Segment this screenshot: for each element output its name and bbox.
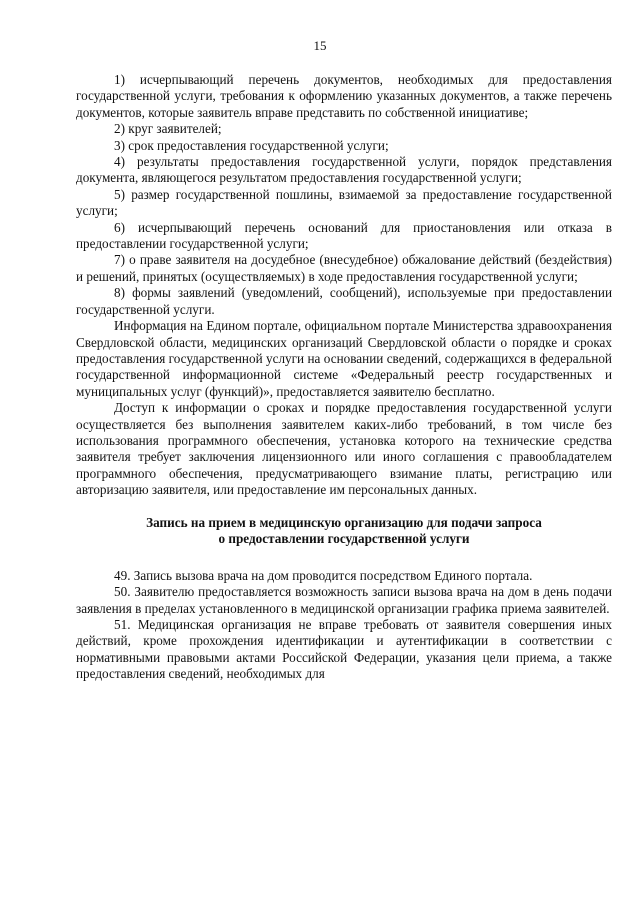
page-number: 15 <box>313 38 327 53</box>
list-item: 2) круг заявителей; <box>114 121 222 137</box>
section-heading-line: Запись на прием в медицинскую организацию для подачи запроса <box>146 514 542 530</box>
list-item: 6) исчерпывающий перечень оснований для приостановления или отказа в предоставлении государственной услуги; <box>76 219 612 252</box>
list-item: 8) формы заявлений (уведомлений, сообщений), используемые при предоставлении государственной услуги. <box>76 285 612 317</box>
paragraph: 51. Медицинская организация не вправе требовать от заявителя совершения иных действий, кроме прохождения идентификации и аутентификации в соответствии с нормативными правовыми актами Российской Федерации, указания цели приема, а также предоставления сведений, необходимых для <box>76 616 612 682</box>
paragraph: Информация на Едином портале, официальном портале Министерства здравоохранения Свердловской области, медицинских организаций Свердловской области о порядке и сроках предоставления государственной услуги на основании сведений, содержащихся в федеральной государственной информационной системе «Федеральный реестр государственных и муниципальных услуг (функций)», предоставляется заявителю бесплатно. <box>76 318 612 399</box>
list-item: 5) размер государственной пошлины, взимаемой за предоставление государственной услуги; <box>76 186 612 219</box>
list-item: 7) о праве заявителя на досудебное (внесудебное) обжалование действий (бездействия) и решений, принятых (осуществляемых) в ходе предоставления государственной услуги; <box>76 252 612 284</box>
list-item: 4) результаты предоставления государственной услуги, порядок представления документа, являющегося результатом предоставления государственной услуги; <box>76 154 612 186</box>
section-heading <box>76 515 612 548</box>
section-heading-line: о предоставлении государственной услуги <box>218 531 470 547</box>
document-body <box>76 72 612 683</box>
paragraph: 49. Запись вызова врача на дом проводится посредством Единого портала. <box>114 567 533 583</box>
paragraph: Доступ к информации о сроках и порядке предоставления государственной услуги осуществляется без выполнения заявителем каких-либо требований, в том числе без использования программного обеспечения, установка которого на технические средства заявителя требует заключения лицензионного или иного соглашения с правообладателем программного обеспечения, предусматривающего взимание платы, регистрацию или авторизацию заявителя, или предоставление им персональных данных. <box>76 400 612 498</box>
paragraph: 50. Заявителю предоставляется возможность записи вызова врача на дом в день подачи заявления в пределах установленного в медицинской организации графика приема заявителей. <box>76 584 612 616</box>
list-item: 3) срок предоставления государственной услуги; <box>114 137 389 153</box>
list-item: 1) исчерпывающий перечень документов, необходимых для предоставления государственной услуги, требования к оформлению указанных документов, а также перечень документов, которые заявитель вправе представить по собственной инициативе; <box>76 72 612 120</box>
